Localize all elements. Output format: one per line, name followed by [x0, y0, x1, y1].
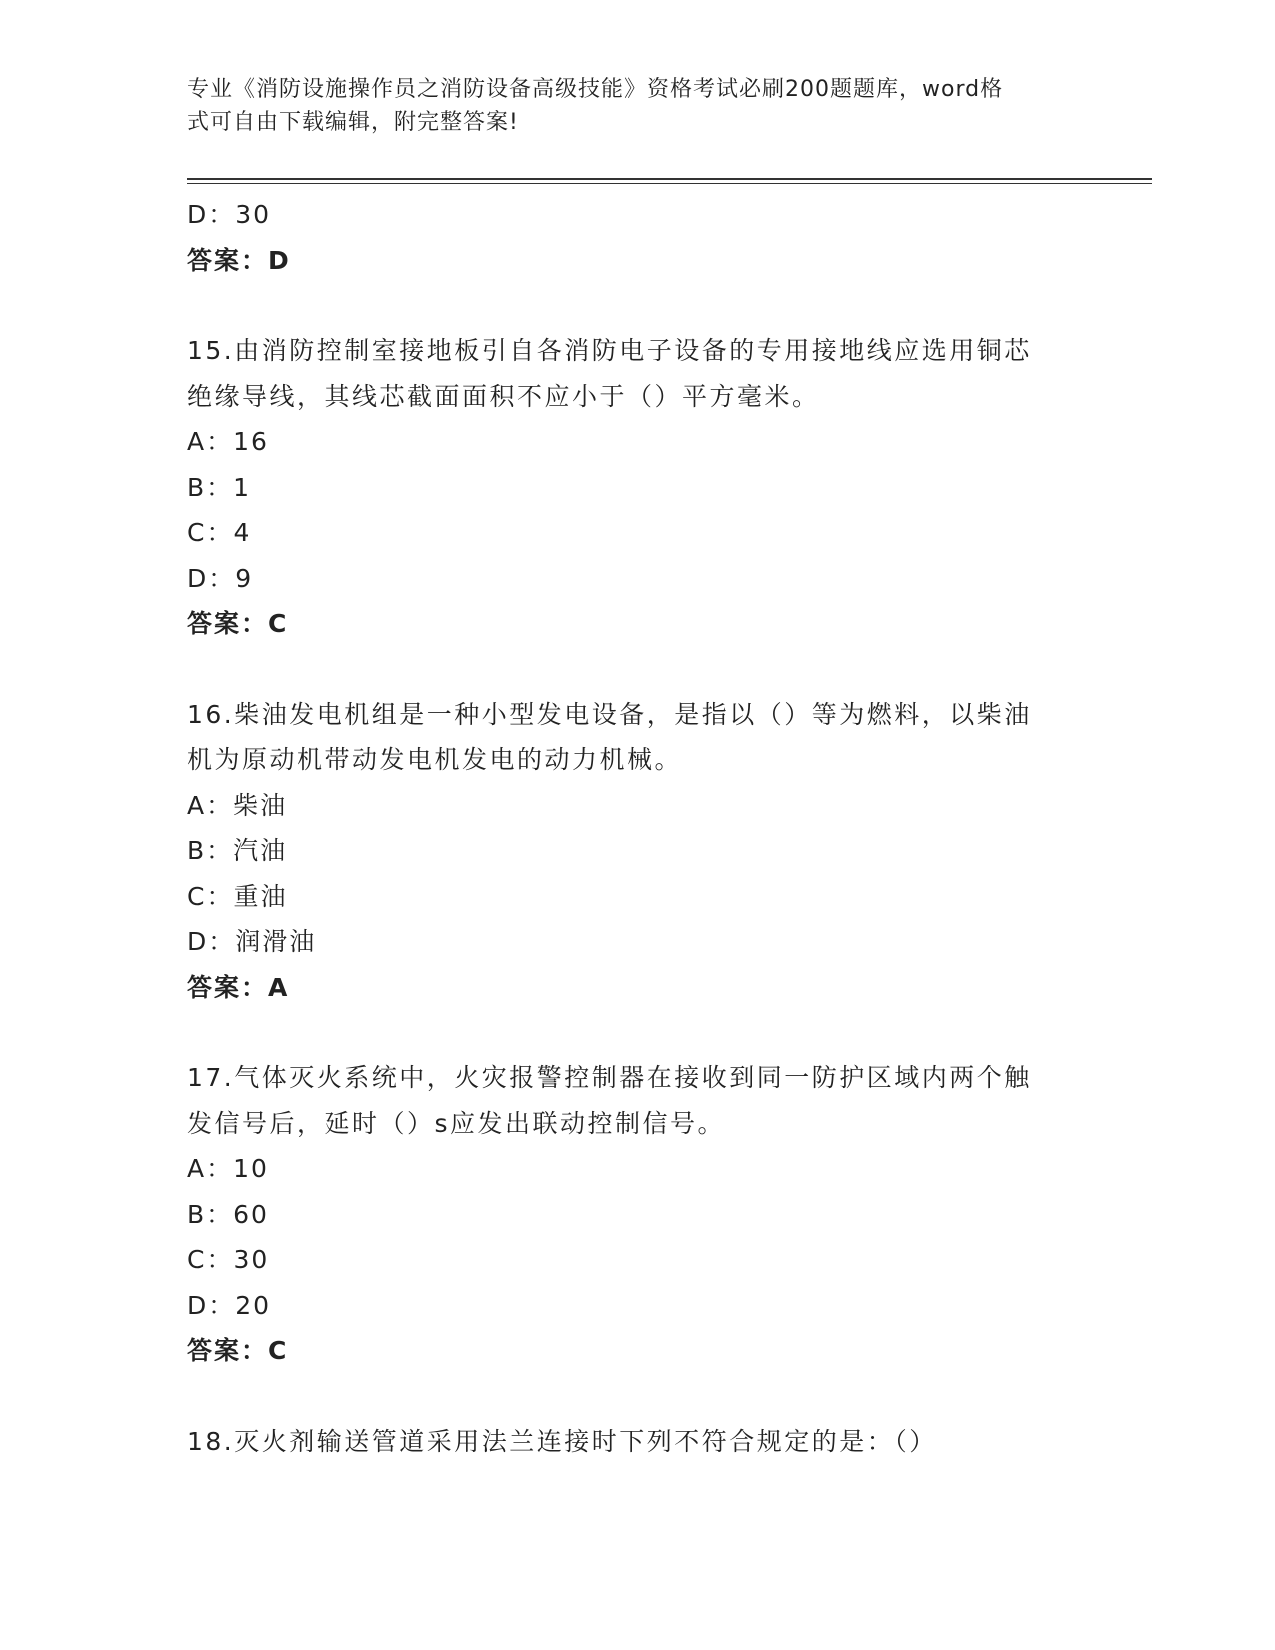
question-text-line-1: 18.灭火剂输送管道采用法兰连接时下列不符合规定的是：（）: [187, 1426, 937, 1456]
spacer: [187, 1374, 1087, 1419]
answer-line: 答案：C: [187, 609, 289, 638]
option-c: C：30: [187, 1245, 270, 1274]
option-d: D：9: [187, 563, 254, 593]
question-text-line-2: 机为原动机带动发电机发电的动力机械。: [187, 745, 683, 774]
question-text-line-1: 17.气体灭火系统中，火灾报警控制器在接收到同一防护区域内两个触: [187, 1063, 1032, 1092]
option-b: B：1: [187, 472, 252, 502]
option-d: D：润滑油: [187, 927, 317, 956]
header-line-1: 专业《消防设施操作员之消防设备高级技能》资格考试必刷200题题库，word格: [187, 77, 1004, 102]
question-block-18: [187, 1419, 1087, 1465]
answer-line: 答案：C: [187, 1336, 289, 1365]
question-text-line-1: 15.由消防控制室接地板引自各消防电子设备的专用接地线应选用铜芯: [187, 336, 1032, 365]
spacer: [187, 1010, 1087, 1055]
option-c: C：4: [187, 518, 252, 547]
option-d: D：30: [187, 200, 272, 229]
question-list: [187, 192, 1087, 1464]
question-text-line-2: 绝缘导线，其线芯截面面积不应小于（）平方毫米。: [187, 381, 820, 411]
header-line-2: 式可自由下载编辑，附完整答案!: [187, 110, 519, 135]
option-d: D：20: [187, 1290, 272, 1320]
question-block-17: [187, 1055, 1087, 1374]
question-block-16: [187, 692, 1087, 1011]
header-rule-thick: [187, 178, 1152, 180]
answer-line: 答案：A: [187, 972, 290, 1002]
option-b: B：60: [187, 1199, 269, 1229]
question-block-prev: [187, 192, 1087, 283]
option-c: C：重油: [187, 881, 288, 911]
question-block-15: [187, 328, 1087, 647]
question-text-line-2: 发信号后，延时（）s应发出联动控制信号。: [187, 1108, 726, 1138]
document-header: [187, 73, 1067, 139]
option-a: A：柴油: [187, 790, 288, 820]
question-text-line-1: 16.柴油发电机组是一种小型发电设备，是指以（）等为燃料，以柴油: [187, 699, 1032, 729]
option-a: A：10: [187, 1154, 269, 1183]
spacer: [187, 283, 1087, 328]
spacer: [187, 647, 1087, 692]
option-a: A：16: [187, 427, 269, 456]
header-rule-thin: [187, 183, 1152, 184]
option-b: B：汽油: [187, 836, 288, 865]
answer-line: 答案：D: [187, 245, 291, 275]
